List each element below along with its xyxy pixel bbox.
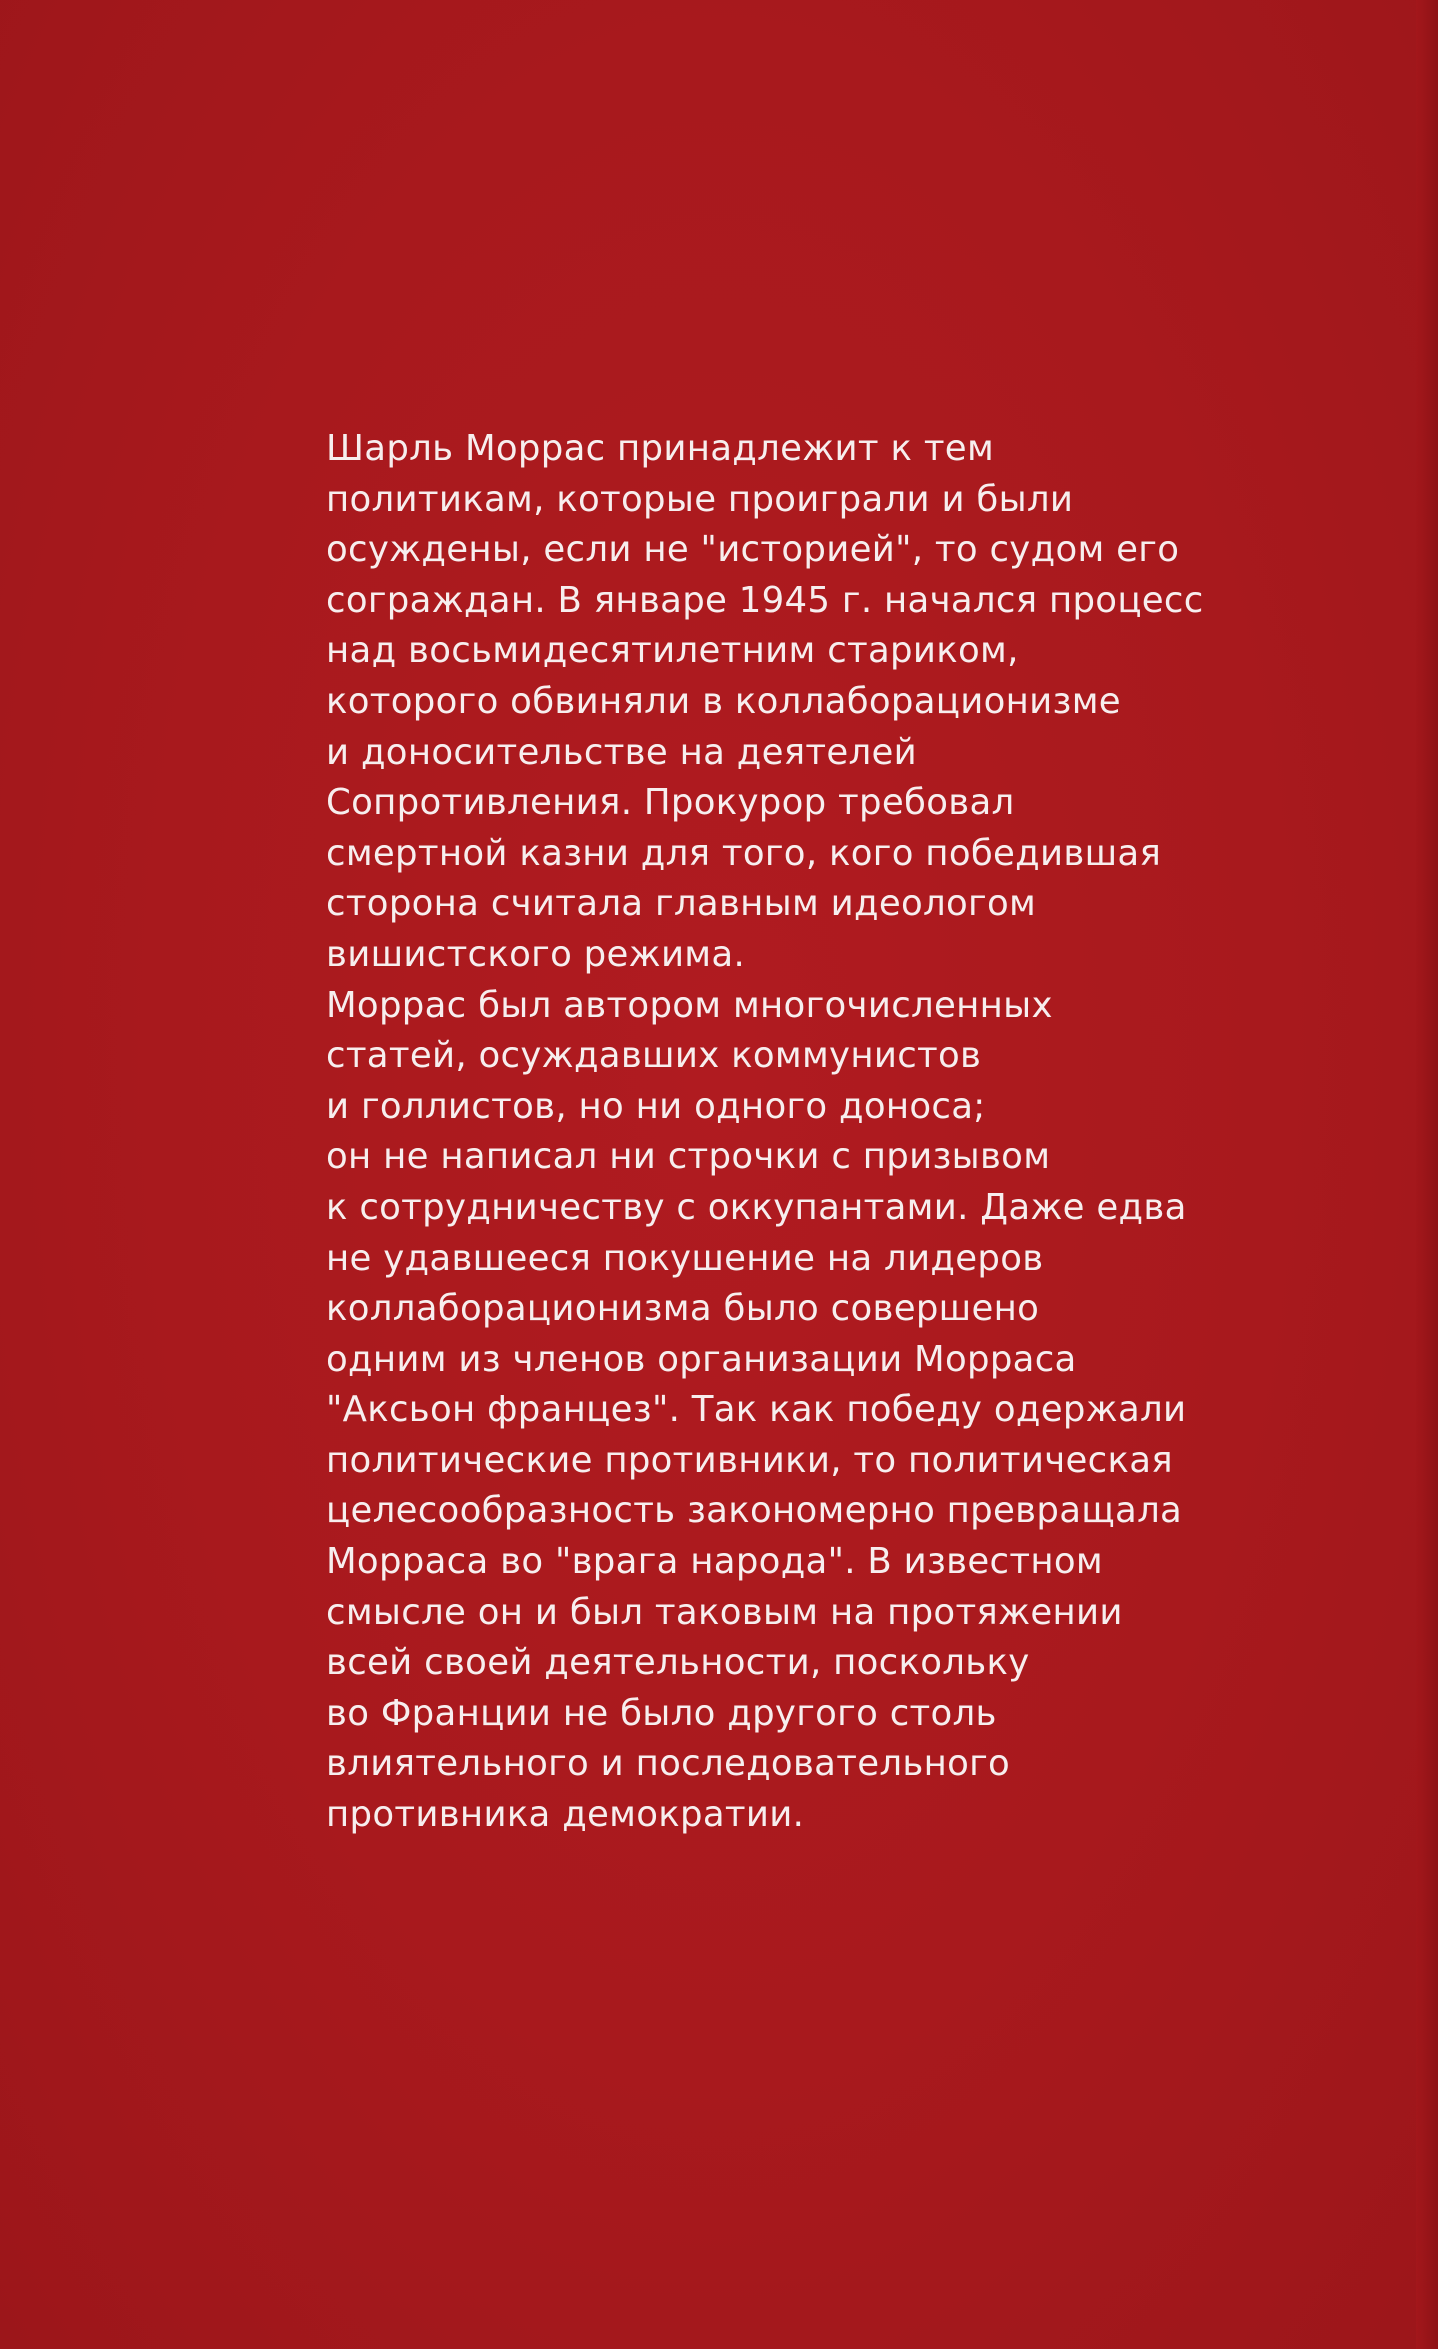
blurb-line: Сопротивления. Прокурор требовал (326, 782, 1015, 824)
blurb-line: и голлистов, но ни одного доноса; (326, 1085, 986, 1127)
blurb-line: к сотрудничеству с оккупантами. Даже едва (326, 1186, 1187, 1228)
blurb-line: коллаборационизма было совершено (326, 1288, 1040, 1330)
blurb-line: сограждан. В январе 1945 г. начался процесс (326, 579, 1204, 621)
blurb-line: статей, осуждавших коммунистов (326, 1035, 982, 1077)
blurb-line: политикам, которые проиграли и были (326, 478, 1074, 520)
blurb-line: влиятельного и последовательного (326, 1743, 1011, 1785)
blurb-line: целесообразность закономерно превращала (326, 1490, 1183, 1532)
blurb-line: сторона считала главным идеологом (326, 883, 1037, 925)
blurb-line: вишистского режима. (326, 933, 746, 975)
blurb-line: "Аксьон францез". Так как победу одержали (326, 1389, 1187, 1431)
blurb-line: которого обвиняли в коллаборационизме (326, 680, 1121, 722)
blurb-text (326, 424, 1286, 1841)
blurb-line: смысле он и был таковым на протяжении (326, 1591, 1123, 1633)
blurb-line: и доносительстве на деятелей (326, 731, 918, 773)
cover-edge (1416, 0, 1438, 2349)
blurb-line: Шарль Моррас принадлежит к тем (326, 428, 995, 469)
blurb-line: над восьмидесятилетним стариком, (326, 630, 1019, 672)
blurb-line: всей своей деятельности, поскольку (326, 1642, 1030, 1684)
blurb-line: одним из членов организации Морраса (326, 1338, 1077, 1380)
blurb-line: он не написал ни строчки с призывом (326, 1136, 1051, 1178)
blurb-line: противника демократии. (326, 1794, 805, 1836)
blurb-line: смертной казни для того, кого победившая (326, 832, 1162, 874)
blurb-line: не удавшееся покушение на лидеров (326, 1237, 1044, 1279)
blurb-line: Морраса во "врага народа". В известном (326, 1541, 1103, 1583)
blurb-line: Моррас был автором многочисленных (326, 984, 1053, 1026)
blurb-line: осуждены, если не "историей", то судом его (326, 529, 1180, 571)
blurb-line: во Франции не было другого столь (326, 1692, 997, 1734)
blurb-line: политические противники, то политическая (326, 1439, 1173, 1481)
